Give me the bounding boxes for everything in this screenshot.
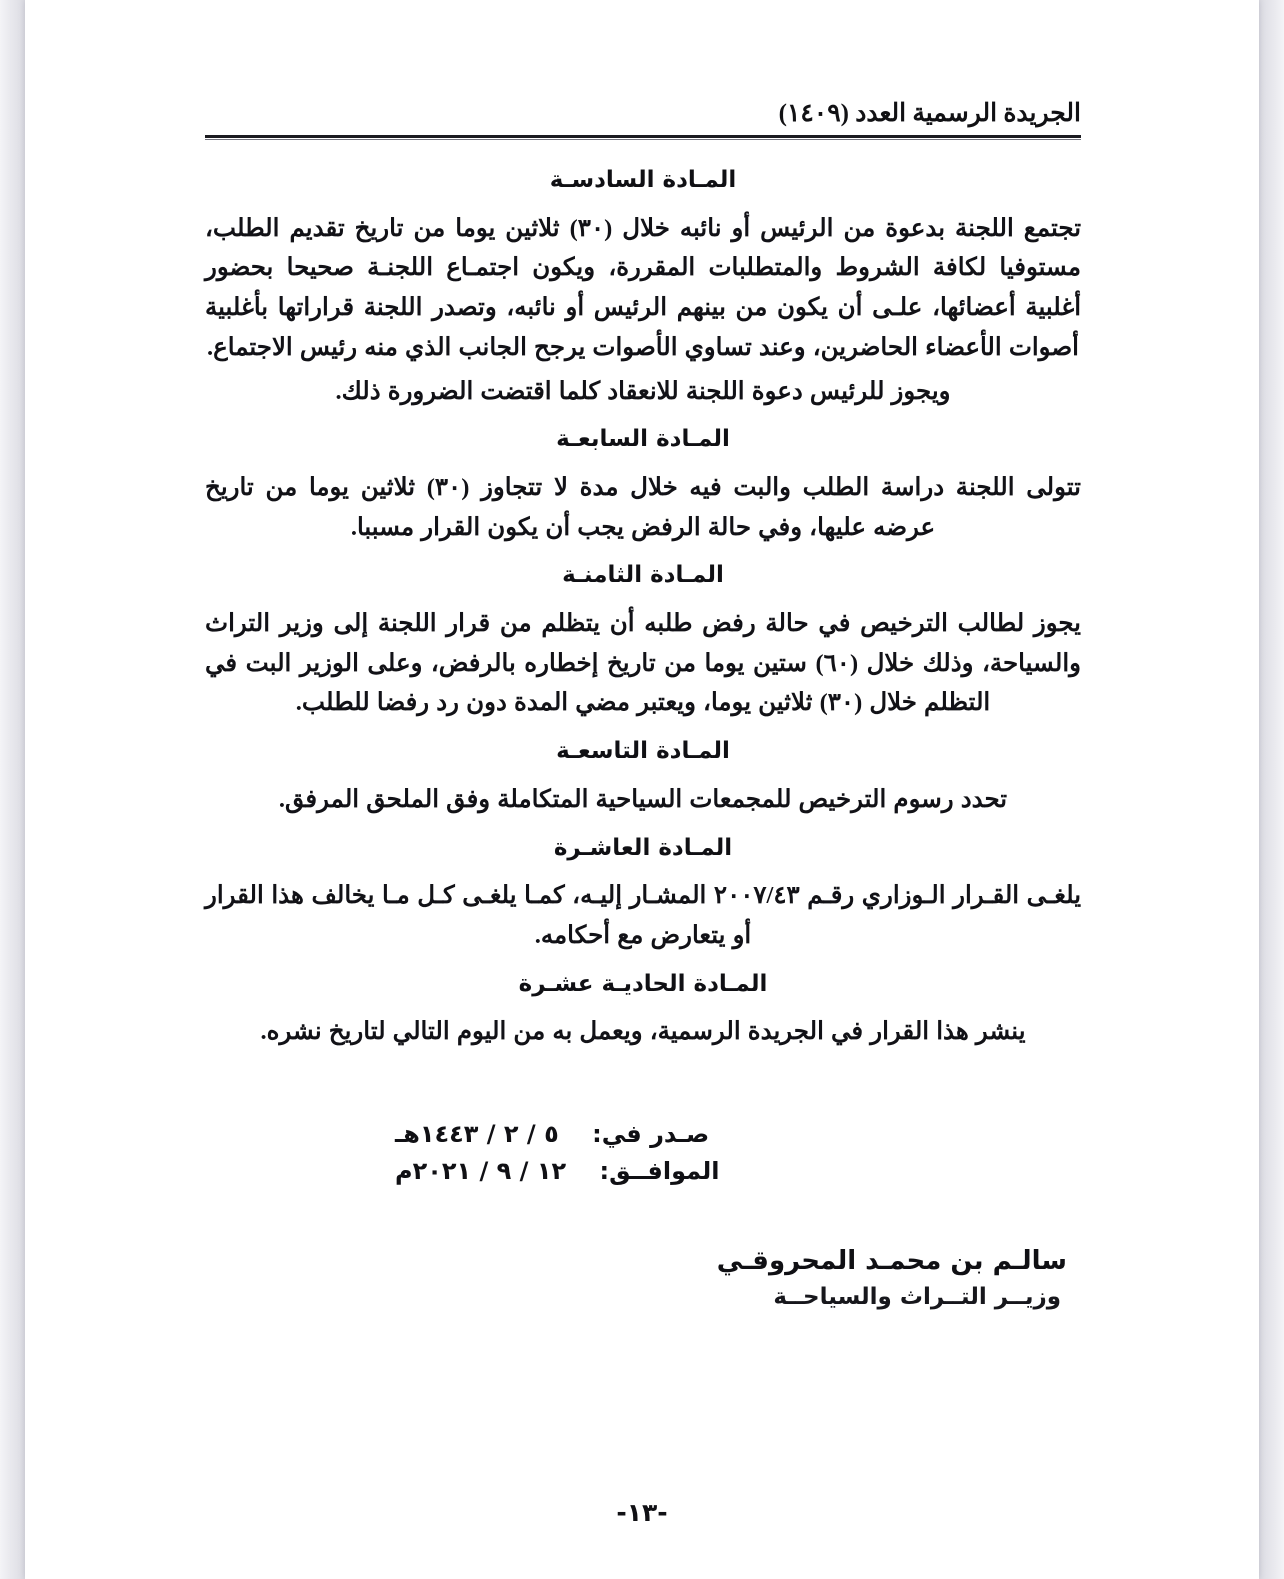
issued-hijri-label: صـدر في: [592, 1120, 710, 1149]
issued-gregorian-line [395, 1153, 1081, 1190]
article-body-6-para-1: تجتمع اللجنة بدعوة من الرئيس أو نائبه خلال (٣٠) ثلاثين يوما من تاريخ تقديم الطلب، مستوفيا لكافة الشروط والمتطلبات المقررة، ويكون اجتمـاع اللجنـة صحيحا بحضور أغلبية أعضائها، علـى أن يكون من بينهم الرئيس أو نائبه، وتصدر اللجنة قراراتها بأغلبية أصوات الأعضاء الحاضرين، وعند تساوي الأصوات يرجح الجانب الذي منه رئيس الاجتماع. [205, 214, 1082, 361]
page-content [205, 152, 1081, 1315]
page-gutter-right [0, 0, 25, 1579]
article-body-8-para-1: يجوز لطالب الترخيص في حالة رفض طلبه أن يتظلم من قرار اللجنة إلى وزير التراث والسياحة، وذلك خلال (٦٠) ستين يوما من تاريخ إخطاره بالرفض، وعلى الوزير البت في التظلم خلال (٣٠) ثلاثين يوما، ويعتبر مضي المدة دون رد رفضا للطلب. [205, 610, 1081, 717]
article-body-11-para-1: ينشر هذا القرار في الجريدة الرسمية، ويعمل به من اليوم التالي لتاريخ نشره. [260, 1018, 1026, 1046]
issued-gregorian-date: ١٢ / ٩ / ٢٠٢١م [395, 1157, 567, 1186]
article-heading-9: المـادة التاسعـة [556, 738, 730, 765]
masthead-rule [205, 135, 1081, 141]
article-body-6-para-2: ويجوز للرئيس دعوة اللجنة للانعقاد كلما اقتضت الضرورة ذلك. [335, 377, 951, 405]
page-masthead [205, 100, 1081, 141]
article-heading-8: المـادة الثامنـة [562, 562, 724, 589]
signature-block [205, 1243, 1081, 1315]
signatory-title: وزيــر التــراث والسياحــة [773, 1284, 1061, 1311]
article-heading-11: المـادة الحاديـة عشـرة [518, 970, 768, 997]
page-number-footer: -١٣- [616, 1498, 668, 1527]
page-gutter-left [1259, 0, 1284, 1579]
article-body-9-para-1: تحدد رسوم الترخيص للمجمعات السياحية المتكاملة وفق الملحق المرفق. [278, 785, 1008, 813]
issued-date-block [205, 1116, 1081, 1190]
article-heading-7: المـادة السابعـة [556, 426, 730, 453]
issued-gregorian-label: الموافــق: [599, 1157, 720, 1186]
document-page [25, 0, 1259, 1579]
issued-hijri-line [395, 1116, 1081, 1153]
issued-hijri-date: ٥ / ٢ / ١٤٤٣هـ [395, 1120, 559, 1149]
article-heading-6: المـادة السادسـة [549, 167, 737, 193]
article-heading-10: المـادة العاشـرة [553, 834, 733, 861]
article-body-10-para-1: يلغـى القـرار الـوزاري رقـم ٢٠٠٧/٤٣ المشـار إليـه، كمـا يلغـى كـل مـا يخالف هذا القرار أو يتعارض مع أحكامه. [205, 882, 1082, 949]
article-body-7-para-1: تتولى اللجنة دراسة الطلب والبت فيه خلال مدة لا تتجاوز (٣٠) ثلاثين يوما من تاريخ عرضه عليها، وفي حالة الرفض يجب أن يكون القرار مسببا. [205, 473, 1081, 541]
signatory-name: سالـم بن محمـد المحروقـي [716, 1245, 1067, 1276]
gazette-header-title: الجريدة الرسمية العدد (١٤٠٩) [778, 100, 1081, 127]
